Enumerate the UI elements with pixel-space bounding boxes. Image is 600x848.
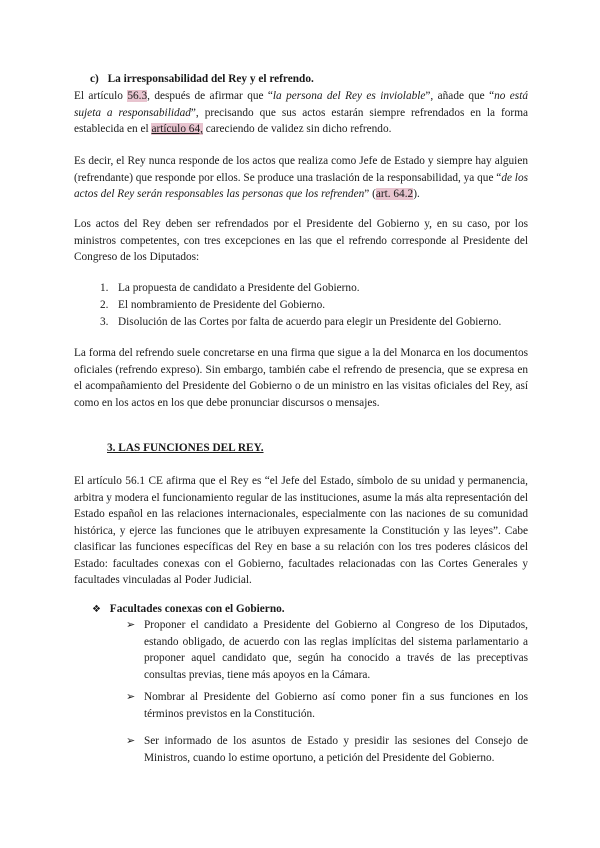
text-run: ” ( <box>364 188 376 200</box>
arrow-item-text: Ser informado de los asuntos de Estado y presidir las sesiones del Consejo de Ministros, cuando lo estime oportuno, a petición del Presidente del Gobierno. <box>144 735 528 764</box>
arrow-item-text: Proponer el candidato a Presidente del Gobierno al Congreso de los Diputados, estando obligado, de acuerdo con las reglas implícitas del sistema parlamentario a proponer aquel candidato que, según ha conocido a través de las preceptivas consultas previas, tiene más apoyos en la Cámara. <box>144 619 528 681</box>
text-run: careciendo de validez sin dicho refrendo. <box>202 123 392 135</box>
text-run: ”, añade que “ <box>425 90 495 102</box>
list-item <box>100 314 528 331</box>
quote-refrenden: de los actos del Rey serán responsables las personas que los refrenden <box>74 171 528 200</box>
section-c-title: La irresponsabilidad del Rey y el refrendo. <box>107 73 314 85</box>
list-number: 2. <box>100 299 109 311</box>
arrow-bullet-icon: ➢ <box>126 734 136 747</box>
section-3-heading <box>107 440 407 457</box>
text-run: ”, precisando que sus actos estarán siempre refrendados en la forma establecida en el <box>74 106 528 135</box>
arrow-bullet-icon: ➢ <box>126 690 136 703</box>
quote-inviolable: la persona del Rey es inviolable <box>272 90 426 102</box>
arrow-list-item <box>126 617 528 683</box>
text-run: ). <box>413 188 420 200</box>
paragraph-excepciones: Los actos del Rey deben ser refrendados por el Presidente del Gobierno y, en su caso, por los ministros competentes, con tres excepciones en las que el refrendo corresponde al Presidente del Congreso de los Diputados: <box>74 218 528 263</box>
text-run: El artículo <box>74 90 128 102</box>
list-text: Disolución de las Cortes por falta de acuerdo para elegir un Presidente del Gobierno. <box>118 316 502 328</box>
arrow-list-item <box>126 733 528 766</box>
arrow-list-item <box>126 689 528 722</box>
arrow-bullet-icon: ➢ <box>126 618 136 631</box>
section-c-marker: c) <box>90 73 99 85</box>
list-text: La propuesta de candidato a Presidente del Gobierno. <box>118 282 360 294</box>
arrow-item-text: Nombrar al Presidente del Gobierno así como poner fin a sus funciones en los términos previstos en la Constitución. <box>144 691 528 720</box>
article-64-link[interactable]: artículo 64, <box>151 123 203 135</box>
diamond-bullet-icon: ❖ <box>92 604 101 615</box>
subsection-title: Facultades conexas con el Gobierno. <box>109 603 285 615</box>
section-3-title: 3. LAS FUNCIONES DEL REY. <box>107 442 264 454</box>
list-number: 1. <box>100 282 109 294</box>
paragraph-articulo-56-1: El artículo 56.1 CE afirma que el Rey es “el Jefe del Estado, símbolo de su unidad y permanencia, arbitra y modera el funcionamiento regular de las instituciones, asume la más alta representación del Estado español en las relaciones internacionales, especialmente con las naciones de su comunidad histórica, y ejerce las funciones que le atribuyen expresamente la Constitución y las leyes”. Cabe clasificar las funciones específicas del Rey en base a su relación con los tres poderes clásicos del Estado: facultades conexas con el Gobierno, facultades relacionadas con las Cortes Generales y facultades vinculadas al Poder Judicial. <box>74 475 528 586</box>
text-run: , después de afirmar que “ <box>147 90 273 102</box>
article-56-3-ref[interactable]: 56.3 <box>127 90 148 102</box>
paragraph-article-56-3 <box>74 88 528 138</box>
paragraph-forma-refrendo: La forma del refrendo suele concretarse en una firma que sigue a la del Monarca en los documentos oficiales (refrendo expreso). Sin embargo, también cabe el refrendo de presencia, que se expresa en el acompañamiento del Presidente del Gobierno o de un ministro en las visitas oficiales del Rey, así como en los actos en los que debe pronunciar discursos o mensajes. <box>74 347 528 409</box>
list-number: 3. <box>100 316 109 328</box>
text-run: Es decir, el Rey nunca responde de los actos que realiza como Jefe de Estado y siempre hay alguien (refrendante) que responde por ellos. Se produce una traslación de la responsabilidad, ya que “ <box>74 155 528 184</box>
subsection-heading <box>92 601 522 619</box>
list-item <box>100 297 528 314</box>
list-item <box>100 280 528 297</box>
article-64-2-ref[interactable]: art. 64.2 <box>375 188 414 200</box>
paragraph-traslacion <box>74 153 528 203</box>
section-c-heading <box>74 71 528 88</box>
list-text: El nombramiento de Presidente del Gobierno. <box>118 299 326 311</box>
quote-no-responsabilidad: no está sujeta a responsabilidad <box>74 90 528 119</box>
